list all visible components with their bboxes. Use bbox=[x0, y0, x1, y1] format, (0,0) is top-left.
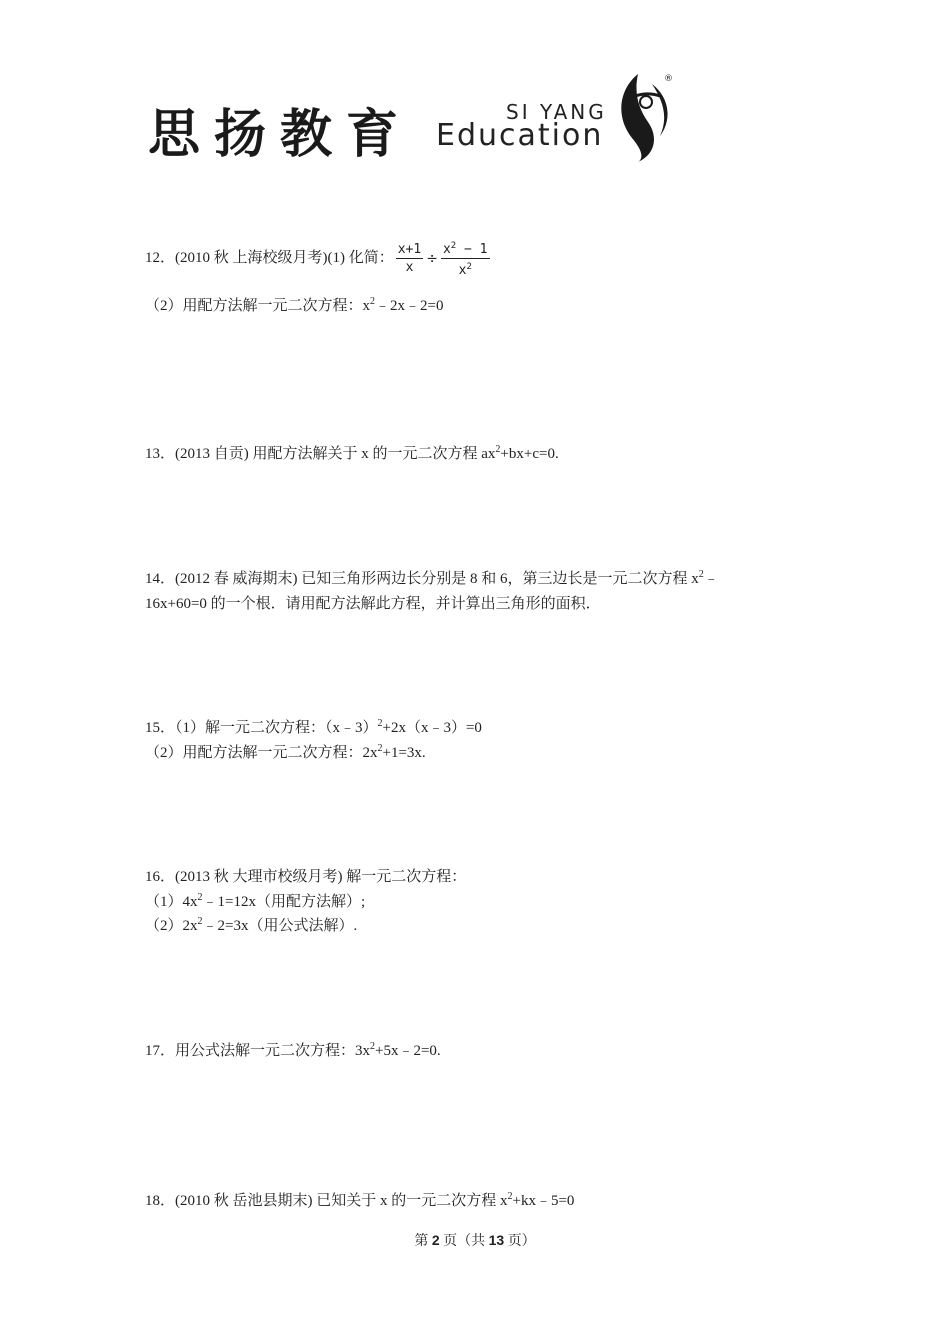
page-footer: 第 2 页（共 13 页） bbox=[414, 1232, 536, 1249]
question-15: 15．（1）解一元二次方程：（x﹣3）$^2$+2x（x﹣3）=0 bbox=[145, 718, 482, 736]
question-18: 18．(2010 秋 岳池县期末) 已知关于 x 的一元二次方程 $x^2+kx﹣5=0$ bbox=[145, 1191, 575, 1209]
question-17: 17．用公式法解一元二次方程：$3x^2+5x﹣2=0$. bbox=[145, 1041, 441, 1059]
question-14: 14．(2012 春 威海期末) 已知三角形两边长分别是 8 和 6，第三边长是一元二次方程 $x^2﹣$ bbox=[145, 569, 719, 587]
page-number: 2 bbox=[431, 1232, 440, 1248]
logo bbox=[148, 70, 688, 170]
logo-siyang-text: SI YANG bbox=[506, 100, 607, 124]
total-pages: 13 bbox=[488, 1232, 505, 1248]
logo-education-text: Education bbox=[436, 118, 604, 153]
fraction-1: $\frac{x+1}{x}$ bbox=[397, 242, 422, 275]
question-16-part-2: $(2)2x^2﹣2=3x$（用公式法解）. bbox=[145, 916, 358, 934]
logo-chinese-text: 思扬教育 bbox=[148, 105, 413, 165]
question-14-line-2: 16x+60=0 的一个根．请用配方法解此方程，并计算出三角形的面积． bbox=[145, 596, 601, 612]
registered-mark: ® bbox=[664, 74, 673, 84]
divide-sign: ÷ bbox=[426, 250, 438, 267]
question-16-part-1: $(1)4x^2﹣1=12x$（用配方法解）; bbox=[145, 892, 366, 910]
q12-prefix: 12．(2010 秋 上海校级月考)(1) 化简： bbox=[145, 249, 394, 266]
fraction-2: $\frac{x^2 - 1}{x^2}$ bbox=[441, 238, 490, 279]
question-13: 13．(2013 自贡) 用配方法解关于 x 的一元二次方程 $ax^2+bx+c=0$. bbox=[145, 444, 559, 462]
question-12 bbox=[145, 238, 492, 279]
question-12-part-2: （2）用配方法解一元二次方程：$x^2﹣2x﹣2=0$ bbox=[145, 296, 444, 314]
question-15-part-2: （2）用配方法解一元二次方程：$2x^2+1=3x$. bbox=[145, 743, 426, 761]
question-16: 16．(2013 秋 大理市校级月考) 解一元二次方程： bbox=[145, 869, 467, 885]
